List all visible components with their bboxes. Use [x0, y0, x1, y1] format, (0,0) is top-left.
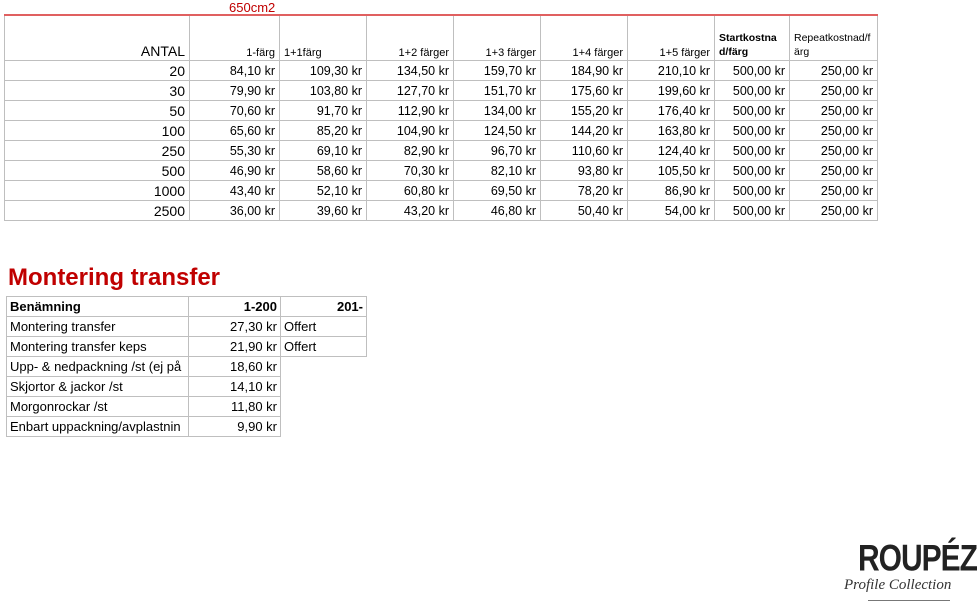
montering-table: [6, 296, 367, 437]
price-cell: 500,00 kr: [715, 181, 790, 201]
montering-header-row: [7, 297, 367, 317]
price-cell: 144,20 kr: [541, 121, 628, 141]
table-row: [5, 61, 878, 81]
price-cell: 39,60 kr: [280, 201, 367, 221]
header-col-3: 1+2 färger: [367, 15, 454, 61]
table-row: [7, 377, 367, 397]
price-201-cell: [281, 417, 367, 437]
price-cell: 65,60 kr: [190, 121, 280, 141]
price-cell: 50,40 kr: [541, 201, 628, 221]
logo-underline: [868, 600, 950, 601]
price-cell: 250,00 kr: [790, 61, 878, 81]
benamning-cell: Morgonrockar /st: [7, 397, 189, 417]
price-cell: 91,70 kr: [280, 101, 367, 121]
table-row: [7, 337, 367, 357]
price-cell: 109,30 kr: [280, 61, 367, 81]
price-1-200-cell: 27,30 kr: [189, 317, 281, 337]
logo-wordmark: ROUPÉZ: [858, 538, 977, 580]
montering-header-201: 201-: [281, 297, 367, 317]
price-cell: 78,20 kr: [541, 181, 628, 201]
price-cell: 134,50 kr: [367, 61, 454, 81]
price-cell: 210,10 kr: [628, 61, 715, 81]
price-cell: 103,80 kr: [280, 81, 367, 101]
price-cell: 54,00 kr: [628, 201, 715, 221]
quantity-cell: 500: [5, 161, 190, 181]
price-cell: 500,00 kr: [715, 61, 790, 81]
benamning-cell: Upp- & nedpackning /st (ej på: [7, 357, 189, 377]
table-row: [5, 161, 878, 181]
table-row: [7, 397, 367, 417]
price-cell: 60,80 kr: [367, 181, 454, 201]
price-cell: 151,70 kr: [454, 81, 541, 101]
benamning-cell: Montering transfer: [7, 317, 189, 337]
price-cell: 124,50 kr: [454, 121, 541, 141]
benamning-cell: Skjortor & jackor /st: [7, 377, 189, 397]
table-row: [5, 101, 878, 121]
price-cell: 250,00 kr: [790, 101, 878, 121]
price-cell: 46,80 kr: [454, 201, 541, 221]
table-row: [7, 357, 367, 377]
price-cell: 163,80 kr: [628, 121, 715, 141]
price-table: [4, 14, 878, 221]
quantity-cell: 50: [5, 101, 190, 121]
quantity-cell: 250: [5, 141, 190, 161]
header-col-4: 1+3 färger: [454, 15, 541, 61]
price-cell: 175,60 kr: [541, 81, 628, 101]
quantity-cell: 2500: [5, 201, 190, 221]
table-row: [7, 317, 367, 337]
price-201-cell: [281, 357, 367, 377]
price-cell: 43,20 kr: [367, 201, 454, 221]
price-cell: 110,60 kr: [541, 141, 628, 161]
price-cell: 159,70 kr: [454, 61, 541, 81]
price-201-cell: Offert: [281, 317, 367, 337]
header-startkostnad: Startkostnad/färg: [715, 15, 790, 61]
price-cell: 79,90 kr: [190, 81, 280, 101]
price-cell: 500,00 kr: [715, 81, 790, 101]
price-cell: 500,00 kr: [715, 121, 790, 141]
table-row: [5, 201, 878, 221]
price-cell: 250,00 kr: [790, 121, 878, 141]
header-col-5: 1+4 färger: [541, 15, 628, 61]
price-cell: 199,60 kr: [628, 81, 715, 101]
price-1-200-cell: 9,90 kr: [189, 417, 281, 437]
price-cell: 500,00 kr: [715, 161, 790, 181]
price-cell: 105,50 kr: [628, 161, 715, 181]
montering-title: Montering transfer: [8, 264, 221, 291]
table-row: [5, 81, 878, 101]
price-1-200-cell: 11,80 kr: [189, 397, 281, 417]
price-cell: 84,10 kr: [190, 61, 280, 81]
price-cell: 58,60 kr: [280, 161, 367, 181]
price-cell: 250,00 kr: [790, 181, 878, 201]
montering-header-1-200: 1-200: [189, 297, 281, 317]
price-1-200-cell: 14,10 kr: [189, 377, 281, 397]
table-row: [5, 141, 878, 161]
table-row: [5, 181, 878, 201]
table-row: [7, 417, 367, 437]
price-cell: 82,10 kr: [454, 161, 541, 181]
header-col-1: 1-färg: [190, 15, 280, 61]
price-cell: 134,00 kr: [454, 101, 541, 121]
price-cell: 69,10 kr: [280, 141, 367, 161]
quantity-cell: 1000: [5, 181, 190, 201]
size-label: 650cm2: [229, 0, 276, 15]
price-cell: 46,90 kr: [190, 161, 280, 181]
price-cell: 250,00 kr: [790, 141, 878, 161]
header-repeatkostnad: Repeatkostnad/färg: [790, 15, 878, 61]
price-cell: 155,20 kr: [541, 101, 628, 121]
montering-header-benamning: Benämning: [7, 297, 189, 317]
price-1-200-cell: 21,90 kr: [189, 337, 281, 357]
price-cell: 96,70 kr: [454, 141, 541, 161]
price-201-cell: [281, 377, 367, 397]
price-cell: 500,00 kr: [715, 201, 790, 221]
quantity-cell: 20: [5, 61, 190, 81]
price-cell: 176,40 kr: [628, 101, 715, 121]
benamning-cell: Montering transfer keps: [7, 337, 189, 357]
price-201-cell: Offert: [281, 337, 367, 357]
benamning-cell: Enbart uppackning/avplastnin: [7, 417, 189, 437]
price-header-row: [5, 15, 878, 61]
price-cell: 104,90 kr: [367, 121, 454, 141]
price-cell: 500,00 kr: [715, 101, 790, 121]
price-cell: 124,40 kr: [628, 141, 715, 161]
header-col-6: 1+5 färger: [628, 15, 715, 61]
price-cell: 86,90 kr: [628, 181, 715, 201]
price-201-cell: [281, 397, 367, 417]
price-cell: 55,30 kr: [190, 141, 280, 161]
header-col-2: 1+1färg: [280, 15, 367, 61]
price-cell: 127,70 kr: [367, 81, 454, 101]
quantity-cell: 100: [5, 121, 190, 141]
price-cell: 69,50 kr: [454, 181, 541, 201]
price-cell: 250,00 kr: [790, 161, 878, 181]
price-cell: 36,00 kr: [190, 201, 280, 221]
roupez-logo: [840, 538, 977, 606]
price-cell: 82,90 kr: [367, 141, 454, 161]
logo-tagline: Profile Collection: [844, 577, 952, 593]
price-cell: 43,40 kr: [190, 181, 280, 201]
price-cell: 52,10 kr: [280, 181, 367, 201]
table-row: [5, 121, 878, 141]
price-cell: 500,00 kr: [715, 141, 790, 161]
price-cell: 250,00 kr: [790, 81, 878, 101]
quantity-cell: 30: [5, 81, 190, 101]
price-cell: 85,20 kr: [280, 121, 367, 141]
price-cell: 184,90 kr: [541, 61, 628, 81]
header-antal: ANTAL: [5, 15, 190, 61]
price-cell: 70,60 kr: [190, 101, 280, 121]
price-cell: 112,90 kr: [367, 101, 454, 121]
price-cell: 93,80 kr: [541, 161, 628, 181]
price-cell: 70,30 kr: [367, 161, 454, 181]
price-1-200-cell: 18,60 kr: [189, 357, 281, 377]
price-cell: 250,00 kr: [790, 201, 878, 221]
